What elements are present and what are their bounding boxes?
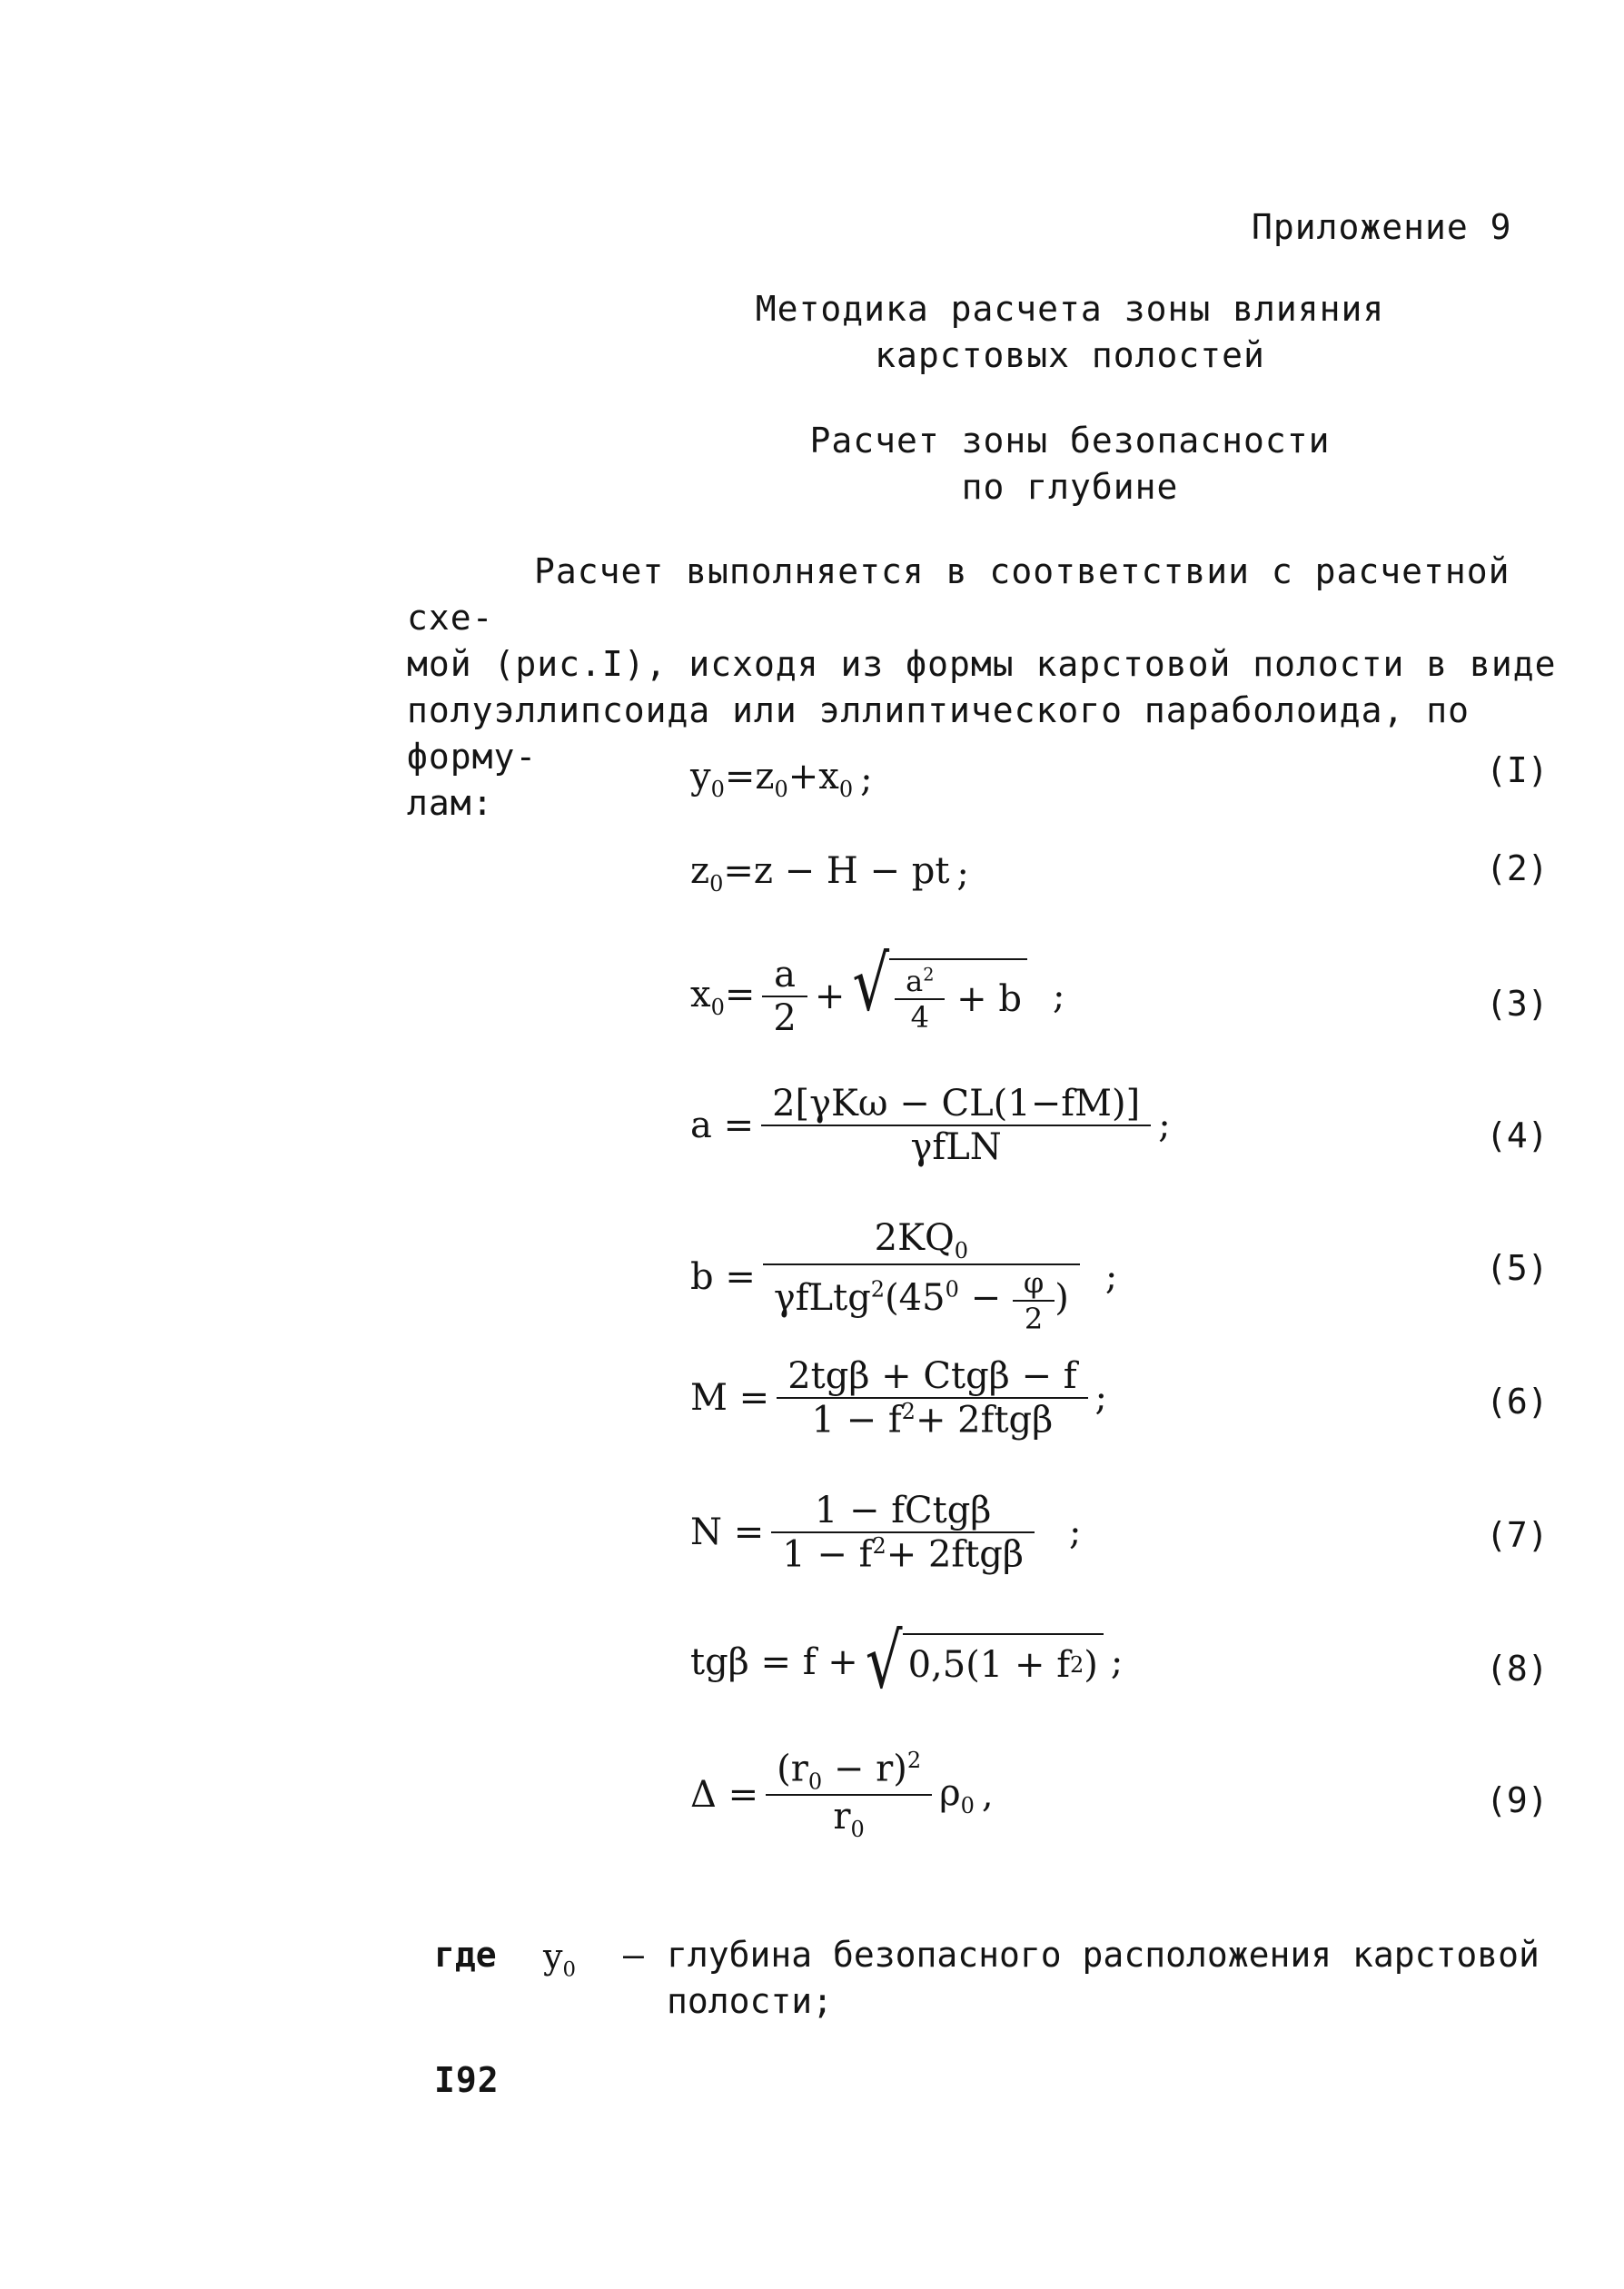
paragraph-line-4: лам: <box>407 783 494 823</box>
equation-6-number: (6) <box>1486 1382 1549 1422</box>
equation-2-separator: ; <box>956 852 969 895</box>
equation-8-separator: ; <box>1110 1641 1124 1683</box>
equation-5-separator: ; <box>1104 1255 1118 1298</box>
appendix-label: Приложение 9 <box>1252 207 1512 247</box>
title-line-2: карстовых полостей <box>875 335 1265 375</box>
where-symbol: $y_0$ <box>543 1937 576 1982</box>
equation-7-separator: ; <box>1069 1511 1082 1554</box>
paragraph-line-2: мой (рис.I), исходя из формы карстовой полости в виде <box>407 644 1557 684</box>
equation-6: M = $\frac{\text{2tgβ + Ctgβ − f}}{1 - f^2+ 2ftg\beta}$ ; <box>690 1355 1108 1442</box>
equation-2-number: (2) <box>1486 848 1549 888</box>
equation-6-separator: ; <box>1094 1377 1108 1420</box>
paragraph-line-3: полуэллипсоида или эллиптического параболоида, по форму- <box>407 690 1471 777</box>
subtitle-line-2: по глубине <box>961 467 1179 507</box>
equation-4-separator: ; <box>1158 1105 1171 1146</box>
equation-9-number: (9) <box>1486 1780 1549 1820</box>
equation-3: $x_0=$ $\frac{a}{2}$ + √ $\frac{a^2}{4}$ + b ; <box>690 940 1065 1039</box>
equation-5: b = $2KQ_0$ $\gamma fLtg^2(45^0$ − $\frac{\varphi}{2}$ ) ; <box>690 1217 1118 1336</box>
subtitle-line-1: Расчет зоны безопасности <box>809 421 1331 461</box>
equation-1-number: (I) <box>1486 750 1549 790</box>
equation-1-separator: ; <box>860 758 873 800</box>
equation-4-number: (4) <box>1486 1115 1549 1155</box>
where-definition-line-2: полости; <box>667 1981 834 2021</box>
equation-7: N = $\frac{\text{1 − fCtgβ}}{1 - f^2+ 2ftg\beta}$ ; <box>690 1490 1082 1576</box>
equation-1: $y_0=z_0+x_0$ ; <box>690 756 873 802</box>
equation-9-separator: , <box>981 1774 994 1817</box>
intro-paragraph <box>407 549 1574 827</box>
equation-3-separator: ; <box>1052 976 1065 1017</box>
where-word: где <box>434 1935 497 1975</box>
title-line-1: Методика расчета зоны влияния <box>755 289 1385 329</box>
paragraph-line-1: Расчет выполняется в соответствии с расчетной схе- <box>407 551 1510 638</box>
equation-3-number: (3) <box>1486 984 1549 1024</box>
where-dash: – <box>623 1935 644 1975</box>
page-number: I92 <box>434 2060 500 2100</box>
equation-8-number: (8) <box>1486 1649 1549 1689</box>
equation-7-number: (7) <box>1486 1515 1549 1555</box>
equation-2: $z_0=z - H$ − pt ; <box>690 850 969 897</box>
equation-5-number: (5) <box>1486 1248 1549 1288</box>
equation-9: Δ = $\frac{(r_0 - r)^2}{r_0}$ $\rho_0$ , <box>690 1748 994 1843</box>
equation-4: a = $\frac{\text{2[γKω − CL(1−fM)]}}{\text{γfLN}}$ ; <box>690 1083 1171 1168</box>
where-definition-line-1: глубина безопасного расположения карстовой <box>667 1935 1540 1975</box>
equation-8: tgβ = f + √ 0,5(1 + f 2 ) ; <box>690 1618 1124 1707</box>
